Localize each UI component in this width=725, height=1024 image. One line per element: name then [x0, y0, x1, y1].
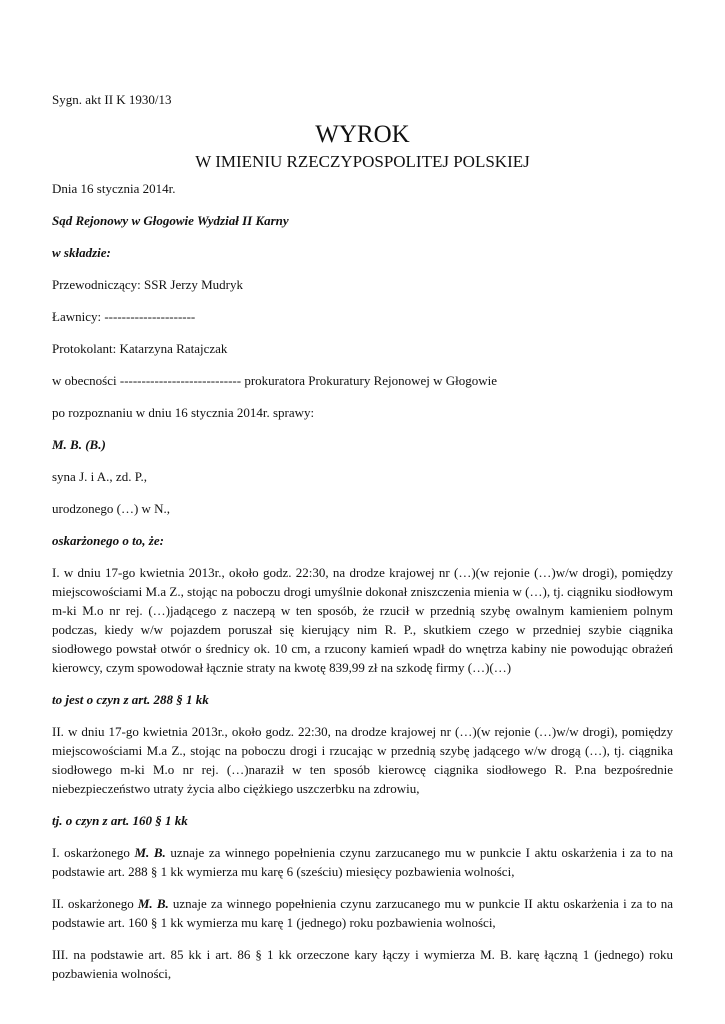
presiding-judge: Przewodniczący: SSR Jerzy Mudryk	[52, 277, 243, 292]
defendant-initials: M. B.	[134, 845, 166, 860]
defendant-birth: urodzonego (…) w N.,	[52, 501, 171, 516]
verdict-item	[52, 843, 673, 881]
case-reference: Sygn. akt II K 1930/13	[52, 92, 172, 107]
verdict-item	[52, 894, 673, 932]
verdict-text: uznaje za winnego popełnienia czynu zarzucanego mu w punkcie I aktu oskarżenia i za to na podstawie art. 288 § 1 kk wymierza mu karę 6 (sześciu) miesięcy pozbawienia wolności,	[52, 845, 674, 879]
document-title: WYROK	[315, 121, 410, 148]
verdict-text: uznaje za winnego popełnienia czynu zarzucanego mu w punkcie II aktu oskarżenia i za to na podstawie art. 160 § 1 kk wymierza mu karę 1 (jednego) roku pozbawienia wolności,	[52, 896, 674, 930]
composition-label: w składzie:	[52, 245, 111, 260]
charge-paragraph: II. w dniu 17-go kwietnia 2013r., około godz. 22:30, na drodze krajowej nr (…)(w rejonie (…)w/w drogi), pomiędzy miejscowościami M.a Z., stojąc na poboczu drogi i rzucając w przednią szybę jadącego w/w drogą (…), tj. ciągnika siodłowego m-ki M.o nr rej. (…)naraził w ten sposób kierowcę ciągnika siodłowego R. P.na bezpośrednie niebezpieczeństwo utraty życia albo ciężkiego uszczerbku na zdrowiu,	[52, 724, 673, 796]
defendant-parents: syna J. i A., zd. P.,	[52, 469, 147, 484]
charge-paragraph: I. w dniu 17-go kwietnia 2013r., około godz. 22:30, na drodze krajowej nr (…)(w rejonie (…)w/w drogi), pomiędzy miejscowościami M.a Z., stojąc na poboczu drogi umyślnie dokonał zniszczenia mienia w (…), tj. ciągniku siodłowym m-ki M.o nr rej. (…)jadącego z naczepą w ten sposób, że rzucił w przednią szybę owalnym kamieniem polnym podczas, kiedy w/w pojazdem poruszał się kierujący nim R. P., skutkiem czego w przedniej szybie ciągnika siodłowego powstał otwór o średnicy ok. 10 cm, a rzucony kamień wpadł do wnętrza kabiny nie powodując obrażeń kierowcy, czym spowodował łącznie straty na kwotę 839,99 zł na szkodę firmy (…)(…)	[52, 565, 673, 675]
verdict-prefix: II. oskarżonego	[52, 896, 138, 911]
court-name: Sąd Rejonowy w Głogowie Wydział II Karny	[52, 213, 289, 228]
hearing-info: po rozpoznaniu w dniu 16 stycznia 2014r. sprawy:	[52, 405, 315, 420]
lay-judges: Ławnicy: ---------------------	[52, 309, 196, 324]
court-clerk: Protokolant: Katarzyna Ratajczak	[52, 341, 228, 356]
prosecutor-presence: w obecności ---------------------------- prokuratora Prokuratury Rejonowej w Głogowie	[52, 373, 498, 388]
charge-qualification: to jest o czyn z art. 288 § 1 kk	[52, 692, 209, 707]
document-subtitle: W IMIENIU RZECZYPOSPOLITEJ POLSKIEJ	[195, 152, 530, 171]
verdict-prefix: I. oskarżonego	[52, 845, 135, 860]
charge-qualification: tj. o czyn z art. 160 § 1 kk	[52, 813, 188, 828]
verdict-item: III. na podstawie art. 85 kk i art. 86 § 1 kk orzeczone kary łączy i wymierza M. B. karę łączną 1 (jednego) roku pozbawienia wolności,	[52, 947, 673, 981]
verdict-date: Dnia 16 stycznia 2014r.	[52, 181, 176, 196]
defendant-initials: M. B.	[137, 896, 169, 911]
defendant-name: M. B. (B.)	[52, 437, 106, 452]
accused-label: oskarżonego o to, że:	[52, 533, 164, 548]
